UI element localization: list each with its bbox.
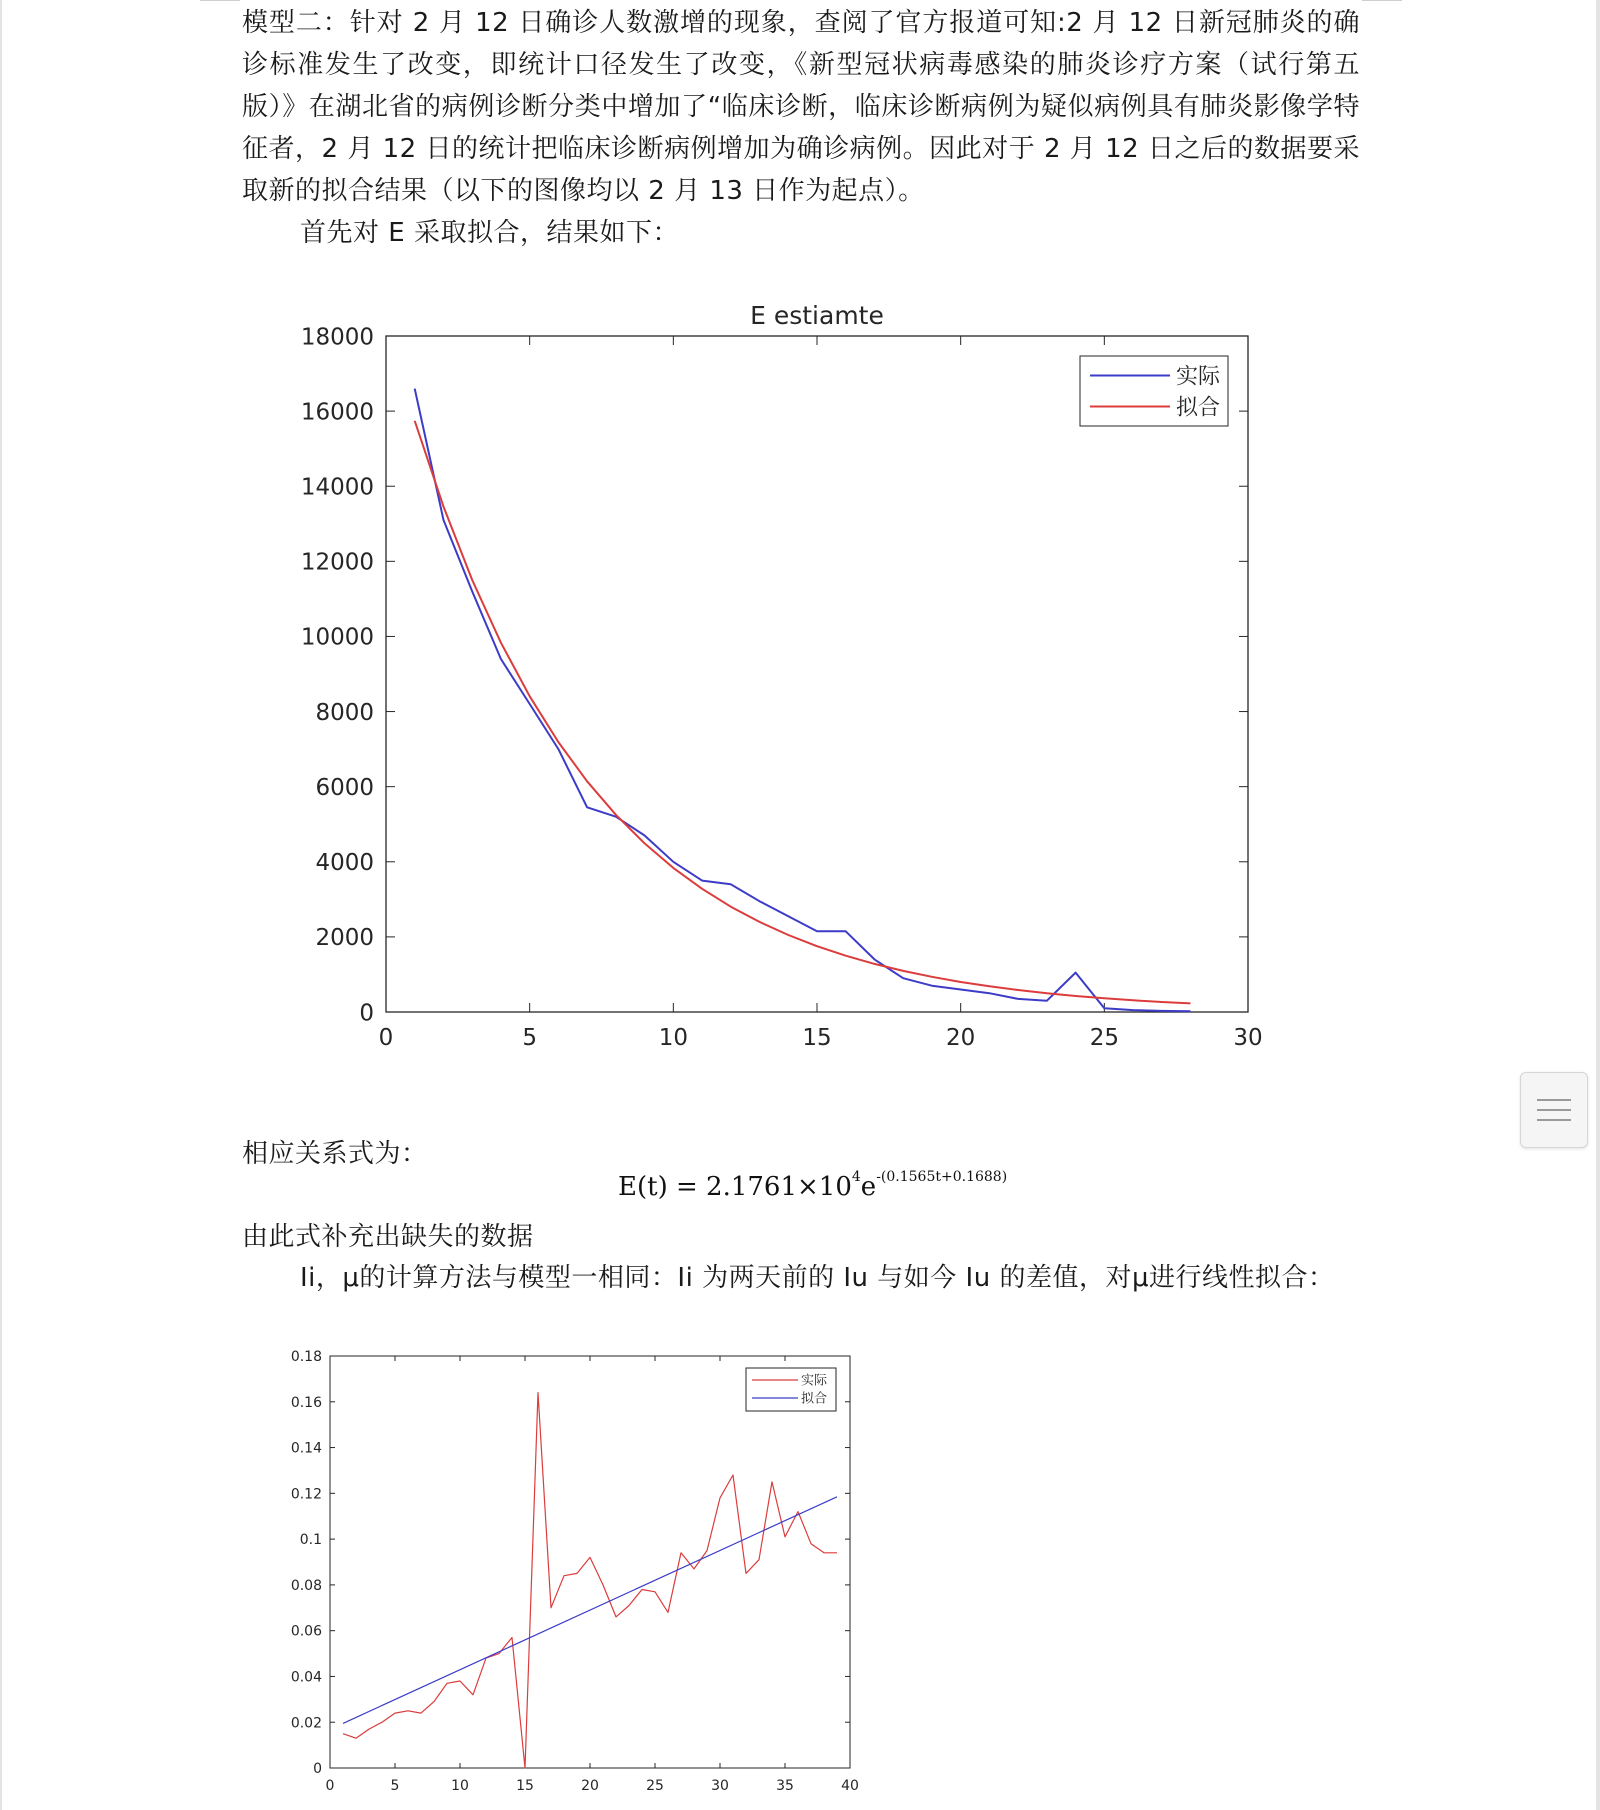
y-tick-label: 0.12 — [290, 1486, 322, 1503]
y-tick-label: 0.18 — [290, 1349, 322, 1366]
relation-intro: 相应关系式为： — [242, 1139, 428, 1169]
formula-power-ten: 4 — [851, 1169, 861, 1186]
x-tick-label: 20 — [581, 1778, 599, 1794]
x-tick-label: 25 — [1089, 1025, 1119, 1051]
x-tick-label: 5 — [390, 1778, 400, 1794]
e-estimate-chart — [290, 282, 1290, 1072]
fit-e-intro: 首先对 E 采取拟合，结果如下： — [300, 218, 679, 248]
menu-icon-line-1 — [1537, 1099, 1571, 1101]
x-tick-label: 35 — [776, 1778, 794, 1794]
y-tick-label: 4000 — [315, 850, 374, 877]
x-tick-label: 30 — [1233, 1025, 1263, 1051]
x-tick-label: 5 — [522, 1025, 537, 1051]
y-tick-label: 6000 — [315, 774, 374, 801]
x-tick-label: 30 — [711, 1778, 729, 1794]
mu-fit-chart — [280, 1338, 880, 1810]
x-tick-label: 15 — [802, 1025, 832, 1051]
x-tick-label: 0 — [378, 1025, 394, 1051]
formula-exponent: -(0.1565t+0.1688) — [876, 1169, 1008, 1186]
formula-e: e — [860, 1172, 877, 1202]
x-tick-label: 40 — [841, 1778, 859, 1794]
x-tick-label: 10 — [658, 1025, 688, 1051]
plot-area — [386, 336, 1248, 1012]
menu-icon-line-2 — [1537, 1109, 1571, 1111]
y-tick-label: 0.02 — [290, 1715, 322, 1732]
chart-title: E estiamte — [750, 301, 884, 330]
menu-icon-line-3 — [1537, 1119, 1571, 1121]
legend-label-1: 实际 — [1176, 364, 1221, 390]
y-tick-label: 0.16 — [290, 1394, 322, 1411]
mu-fit-intro: Ii，μ的计算方法与模型一相同：Ii 为两天前的 Iu 与如今 Iu 的差值，对μ进行线性拟合： — [300, 1263, 1335, 1293]
y-tick-label: 14000 — [300, 474, 374, 501]
y-tick-label: 2000 — [315, 925, 374, 952]
menu-button[interactable] — [1520, 1072, 1588, 1148]
y-tick-label: 8000 — [315, 699, 374, 726]
y-tick-label: 0 — [313, 1761, 322, 1778]
page-left-edge — [0, 0, 2, 1810]
legend-label-1: 实际 — [801, 1373, 828, 1389]
x-tick-label: 25 — [646, 1778, 664, 1794]
model-two-paragraph: 模型二：针对 2 月 12 日确诊人数激增的现象，查阅了官方报道可知:2 月 12 日新冠肺炎的确诊标准发生了改变，即统计口径发生了改变，《新型冠状病毒感染的肺炎诊疗方案（试行第五版）》在湖北省的病例诊断分类中增加了“临床诊断，临床诊断病例为疑似病例具有肺炎影像学特征者，2 月 12 日的统计把临床诊断病例增加为确诊病例。因此对于 2 月 12 日之后的数据要采取新的拟合结果（以下的图像均以 2 月 13 日作为起点）。 — [242, 8, 1360, 206]
x-tick-label: 0 — [325, 1778, 335, 1794]
y-tick-label: 0.14 — [290, 1440, 322, 1457]
y-tick-label: 12000 — [300, 549, 374, 576]
formula-main: E(t) = 2.1761×10 — [618, 1172, 852, 1202]
x-tick-label: 15 — [516, 1778, 534, 1794]
y-tick-label: 0.08 — [290, 1577, 322, 1594]
y-tick-label: 16000 — [300, 399, 374, 426]
e-formula — [618, 1169, 1008, 1202]
y-tick-label: 0.04 — [290, 1669, 322, 1686]
legend-label-2: 拟合 — [801, 1391, 828, 1407]
x-tick-label: 10 — [451, 1778, 469, 1794]
y-tick-label: 10000 — [300, 624, 374, 651]
page-right-edge — [1596, 0, 1600, 1810]
missing-data-note: 由此式补充出缺失的数据 — [242, 1222, 534, 1252]
top-rule-right — [1362, 0, 1402, 1]
y-tick-label: 0.06 — [290, 1623, 322, 1640]
top-rule-left — [200, 0, 240, 1]
y-tick-label: 0 — [359, 1000, 374, 1027]
y-tick-label: 0.1 — [299, 1532, 322, 1549]
x-tick-label: 20 — [946, 1025, 976, 1051]
plot-area — [330, 1356, 850, 1768]
y-tick-label: 18000 — [300, 324, 374, 351]
legend-label-2: 拟合 — [1176, 395, 1221, 421]
